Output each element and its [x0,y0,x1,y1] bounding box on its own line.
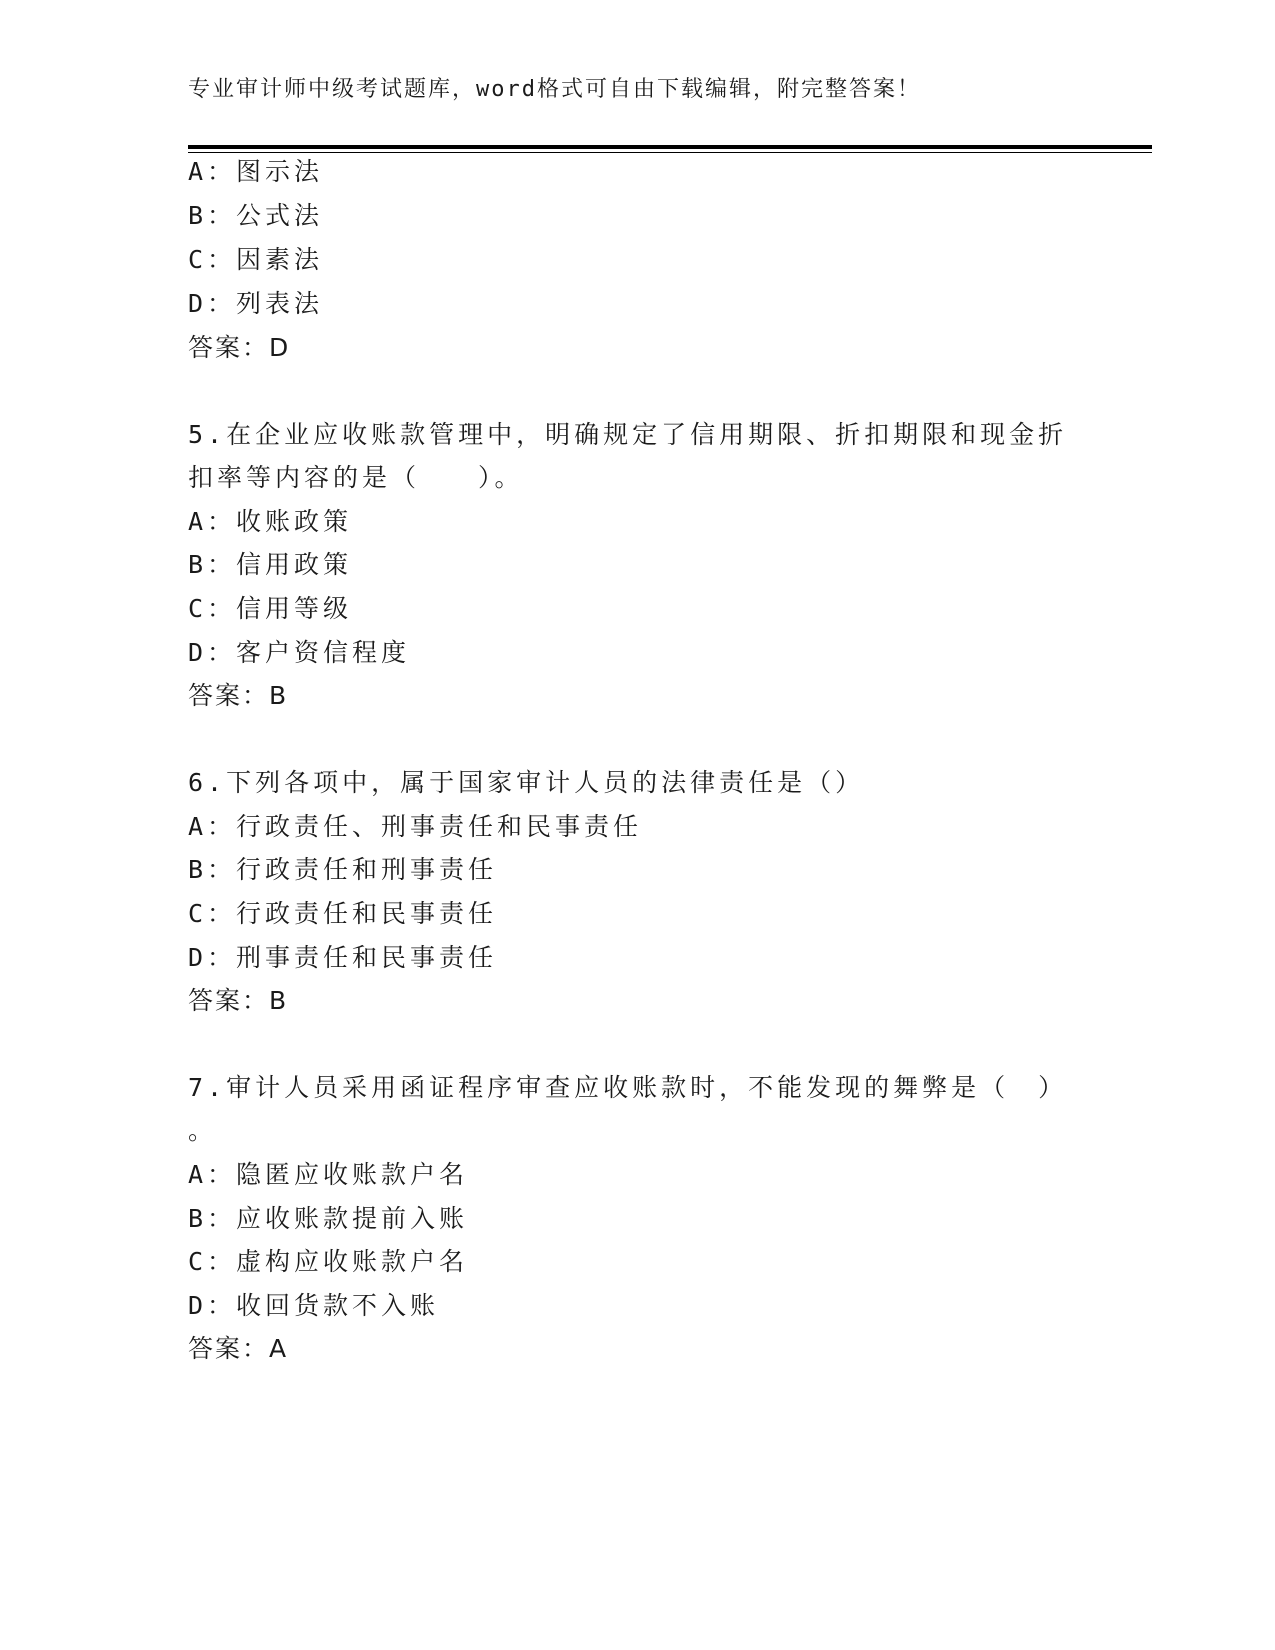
header-rule-thin [188,152,1152,153]
q5-stem-line1: 5.在企业应收账款管理中，明确规定了信用期限、折扣期限和现金折 [188,420,1068,449]
q4-option-d: D：列表法 [188,289,324,318]
q6-option-c: C：行政责任和民事责任 [188,899,498,928]
page-header: 专业审计师中级考试题库，word格式可自由下载编辑，附完整答案！ [188,77,921,102]
q5-option-d: D：客户资信程度 [188,638,411,667]
q6-option-a: A：行政责任、刑事责任和民事责任 [188,812,643,841]
q4-answer: 答案：D [188,333,291,362]
q4-option-a: A：图示法 [188,157,324,186]
q7-answer: 答案：A [188,1334,289,1363]
q5-option-a: A：收账政策 [188,507,353,536]
q4-option-b: B：公式法 [188,201,324,230]
q5-option-c: C：信用等级 [188,594,353,623]
q6-answer: 答案：B [188,986,289,1015]
q6-option-d: D：刑事责任和民事责任 [188,943,498,972]
header-rule-thick [188,145,1152,149]
q6-stem-line1: 6.下列各项中，属于国家审计人员的法律责任是（） [188,768,865,797]
q7-stem-line2: 。 [188,1116,218,1145]
q6-option-b: B：行政责任和刑事责任 [188,855,498,884]
q4-option-c: C：因素法 [188,245,324,274]
q5-stem-line2: 扣率等内容的是（ ）。 [188,463,524,492]
q5-option-b: B：信用政策 [188,550,353,579]
q7-option-d: D：收回货款不入账 [188,1291,440,1320]
q7-stem-line1: 7.审计人员采用函证程序审查应收账款时，不能发现的舞弊是（ ） [188,1073,1068,1102]
q7-option-c: C：虚构应收账款户名 [188,1247,469,1276]
q5-answer: 答案：B [188,681,289,710]
q7-option-a: A：隐匿应收账款户名 [188,1160,469,1189]
q7-option-b: B：应收账款提前入账 [188,1204,469,1233]
